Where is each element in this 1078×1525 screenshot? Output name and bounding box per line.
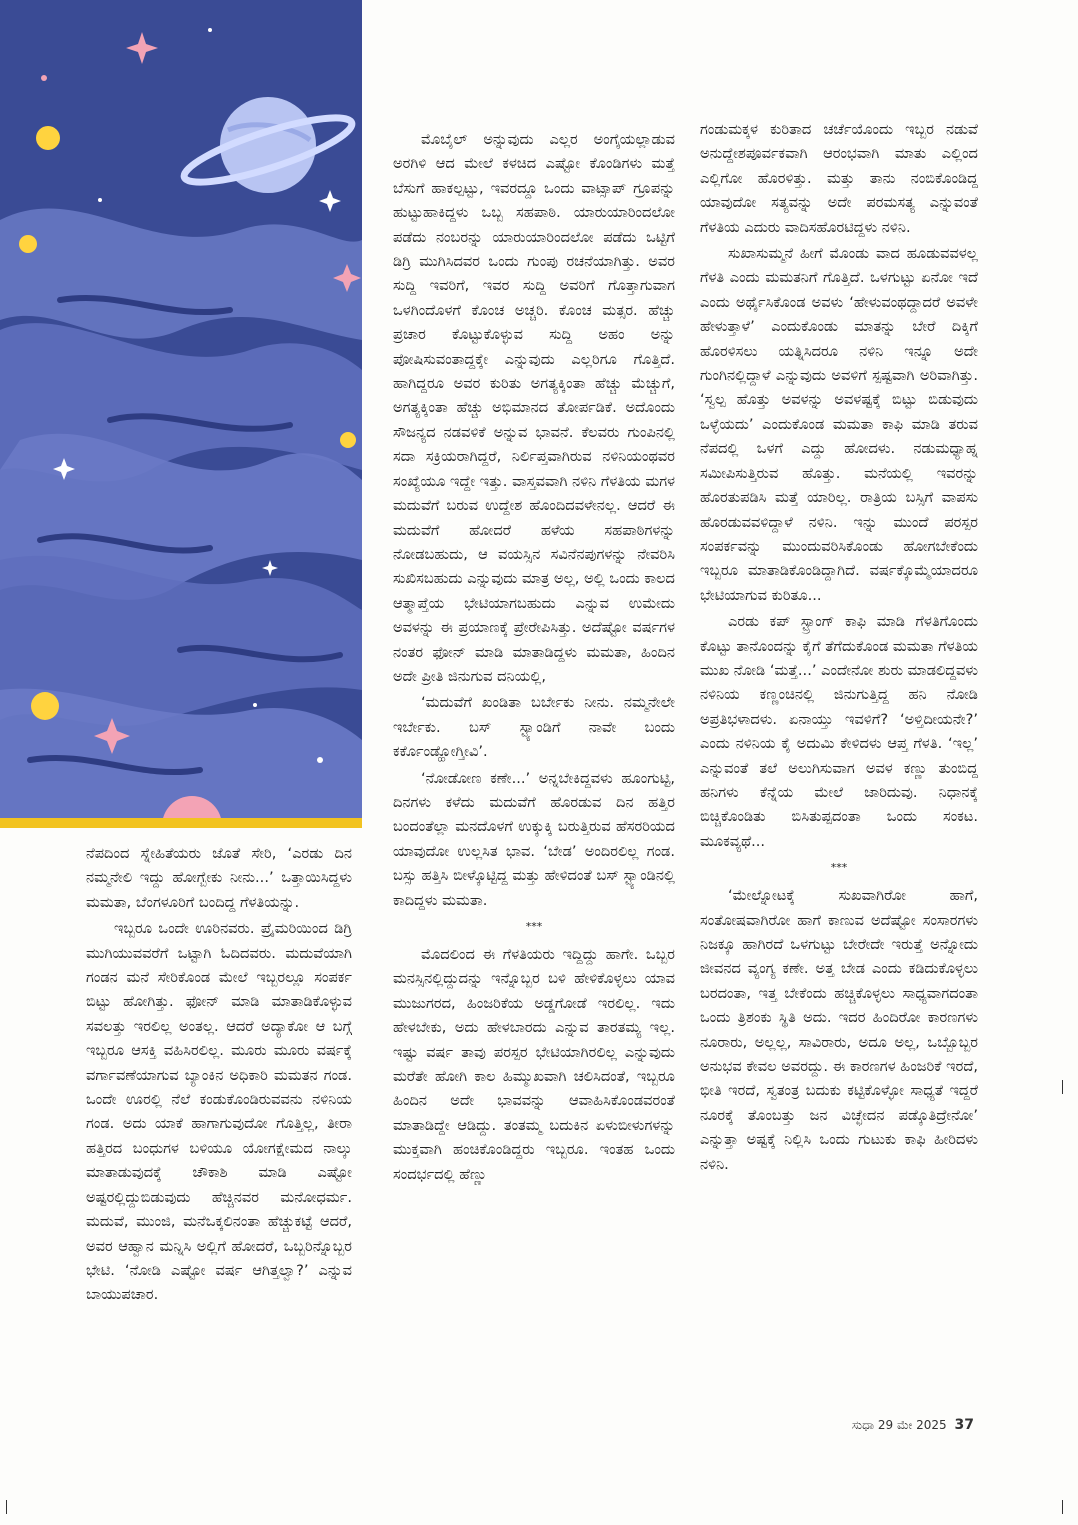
paragraph: ನೆಪದಿಂದ ಸ್ನೇಹಿತೆಯರು ಜೊತೆ ಸೇರಿ, ‘ಎರಡು ದಿನ ನಮ್ಮನೇಲಿ ಇದ್ದು ಹೋಗ್ಬೇಕು ನೀನು...’ ಒತ್ತಾಯಿಸಿದ್ದಳು ಮಮತಾ, ಬೆಂಗಳೂರಿಗೆ ಬಂದಿದ್ದ ಗೆಳತಿಯನ್ನು. [86, 845, 352, 911]
paragraph: ‘ನೋಡೋಣ ಕಣೇ...’ ಅನ್ನಬೇಕಿದ್ದವಳು ಹೂಂಗುಟ್ಟಿ, ದಿನಗಳು ಕಳೆದು ಮದುವೆಗೆ ಹೊರಡುವ ದಿನ ಹತ್ತಿರ ಬಂದಂತೆಲ್ಲಾ ಮನದೊಳಗೆ ಉಕ್ಕುಕ್ಕಿ ಬರುತ್ತಿರುವ ಹೆಸರರಿಯದ ಯಾವುದೋ ಉಲ್ಲಸಿತ ಭಾವ. ‘ಬೇಡ’ ಅಂದಿರಲಿಲ್ಲ ಗಂಡ. ಬಸ್ಸು ಹತ್ತಿಸಿ ಬೀಳ್ಕೊಟ್ಟಿದ್ದ ಮತ್ತು ಹೇಳಿದಂತೆ ಬಸ್ ಸ್ಟ್ಯಾಂಡಿನಲ್ಲಿ ಕಾದಿದ್ದಳು ಮಮತಾ. [393, 769, 675, 909]
yellow-accent-bar [0, 818, 362, 828]
article-column-3 [700, 118, 978, 1179]
space-illustration-svg [0, 0, 362, 818]
paragraph: ಗಂಡುಮಕ್ಕಳ ಕುರಿತಾದ ಚರ್ಚೆಯೊಂದು ಇಬ್ಬರ ನಡುವೆ ಅನುದ್ದೇಶಪೂರ್ವಕವಾಗಿ ಆರಂಭವಾಗಿ ಮಾತು ಎಲ್ಲಿಂದ ಎಲ್ಲಿಗೋ ಹೊರಳಿತ್ತು. ಮತ್ತು ತಾನು ನಂಬಿಕೊಂಡಿದ್ದ ಯಾವುದೋ ಸತ್ಯವನ್ನು ಅದೇ ಪರಮಸತ್ಯ ಎನ್ನುವಂತೆ ಗೆಳತಿಯ ಎದುರು ವಾದಿಸಹೊರಟಿದ್ದಳು ನಳಿನಿ. [700, 121, 978, 236]
crop-mark [1062, 1080, 1063, 1094]
paragraph: ಸುಖಾಸುಮ್ಮನೆ ಹೀಗೆ ಮೊಂಡು ವಾದ ಹೂಡುವವಳಲ್ಲ ಗೆಳತಿ ಎಂದು ಮಮತನಿಗೆ ಗೊತ್ತಿದೆ. ಒಳಗುಟ್ಟು ಏನೋ ಇದೆ ಎಂದು ಅರ್ಥೈಸಿಕೊಂಡ ಅವಳು ‘ಹೇಳುವಂಥದ್ದಾದರೆ ಅವಳೇ ಹೇಳುತ್ತಾಳೆ’ ಎಂದುಕೊಂಡು ಮಾತನ್ನು ಬೇರೆ ದಿಕ್ಕಿಗೆ ಹೊರಳಿಸಲು ಯತ್ನಿಸಿದರೂ ನಳಿನಿ ಇನ್ನೂ ಅದೇ ಗುಂಗಿನಲ್ಲಿದ್ದಾಳೆ ಎನ್ನುವುದು ಅವಳಿಗೆ ಸ್ಪಷ್ಟವಾಗಿ ಅರಿವಾಗಿತ್ತು. ‘ಸ್ವಲ್ಪ ಹೊತ್ತು ಅವಳನ್ನು ಅವಳಷ್ಟಕ್ಕೆ ಬಿಟ್ಟು ಬಿಡುವುದು ಒಳ್ಳೆಯದು’ ಎಂದುಕೊಂಡ ಮಮತಾ ಕಾಫಿ ಮಾಡಿ ತರುವ ನೆಪದಲ್ಲಿ ಒಳಗೆ ಎದ್ದು ಹೋದಳು. ನಡುಮಧ್ಯಾಹ್ನ ಸಮೀಪಿಸುತ್ತಿರುವ ಹೊತ್ತು. ಮನೆಯಲ್ಲಿ ಇವರನ್ನು ಹೊರತುಪಡಿಸಿ ಮತ್ತೆ ಯಾರಿಲ್ಲ. ರಾತ್ರಿಯ ಬಸ್ಸಿಗೆ ವಾಪಸು ಹೊರಡುವವಳಿದ್ದಾಳೆ ನಳಿನಿ. ಇನ್ನು ಮುಂದೆ ಪರಸ್ಪರ ಸಂಪರ್ಕವನ್ನು ಮುಂದುವರಿಸಿಕೊಂಡು ಹೋಗಬೇಕೆಂದು ಇಬ್ಬರೂ ಮಾತಾಡಿಕೊಂಡಿದ್ದಾಗಿದೆ. ವರ್ಷಕ್ಕೊಮ್ಮೆಯಾದರೂ ಭೇಟಿಯಾಗುವ ಕುರಿತೂ... [700, 245, 978, 604]
crop-mark [1062, 1500, 1063, 1514]
article-column-1 [86, 842, 352, 1310]
article-column-2 [393, 128, 675, 1189]
page-footer [852, 1417, 974, 1433]
paragraph: ಎರಡು ಕಪ್ ಸ್ಟ್ರಾಂಗ್ ಕಾಫಿ ಮಾಡಿ ಗೆಳತಿಗೊಂದು ಕೊಟ್ಟು ತಾನೊಂದನ್ನು ಕೈಗೆ ತೆಗೆದುಕೊಂಡ ಮಮತಾ ಗೆಳತಿಯ ಮುಖ ನೋಡಿ ‘ಮತ್ತೆ...’ ಎಂದೇನೋ ಶುರು ಮಾಡಲಿದ್ದವಳು ನಳಿನಿಯ ಕಣ್ಣಂಚಿನಲ್ಲಿ ಜಿನುಗುತ್ತಿದ್ದ ಹನಿ ನೋಡಿ ಅಪ್ರತಿಭಳಾದಳು. ಏನಾಯ್ತು ಇವಳಿಗೆ? ‘ಅಳ್ತಿದೀಯನೇ?’ ಎಂದು ನಳಿನಿಯ ಕೈ ಅದುಮಿ ಕೇಳಿದಳು ಆಪ್ತ ಗೆಳತಿ. ‘ಇಲ್ಲ’ ಎನ್ನುವಂತೆ ತಲೆ ಅಲುಗಿಸುವಾಗ ಅವಳ ಕಣ್ಣು ತುಂಬಿದ್ದ ಹನಿಗಳು ಕೆನ್ನೆಯ ಮೇಲೆ ಜಾರಿದುವು. ನಿಧಾನಕ್ಕೆ ಬಿಚ್ಚಿಕೊಂಡಿತು ಬಿಸಿತುಪ್ಪದಂತಾ ಒಂದು ಸಂಕಟ. ಮೂಕವ್ಯಥೆ... [700, 613, 978, 850]
page-number: 37 [954, 1417, 974, 1433]
magazine-issue: ಸುಧಾ 29 ಮೇ 2025 [851, 1418, 947, 1432]
section-separator: *** [525, 920, 543, 933]
paragraph: ‘ಮದುವೆಗೆ ಖಂಡಿತಾ ಬರ್ಬೇಕು ನೀನು. ನಮ್ಮನೇಲೇ ಇರ್ಬೇಕು. ಬಸ್ ಸ್ಟ್ಯಾಂಡಿಗೆ ನಾವೇ ಬಂದು ಕರ್ಕೊಂಡ್ಹೋಗ್ತೀವಿ’. [393, 694, 675, 761]
paragraph: ಮೊದಲಿಂದ ಈ ಗೆಳತಿಯರು ಇದ್ದಿದ್ದು ಹಾಗೇ. ಒಬ್ಬರ ಮನಸ್ಸಿನಲ್ಲಿದ್ದುದನ್ನು ಇನ್ನೊಬ್ಬರ ಬಳಿ ಹೇಳಿಕೊಳ್ಳಲು ಯಾವ ಮುಜುಗರದ, ಹಿಂಜರಿಕೆಯ ಅಡ್ಡಗೋಡೆ ಇರಲಿಲ್ಲ. ಇದು ಹೇಳಬೇಕು, ಅದು ಹೇಳಬಾರದು ಎನ್ನುವ ತಾರತಮ್ಯ ಇಲ್ಲ. ಇಷ್ಟು ವರ್ಷ ತಾವು ಪರಸ್ಪರ ಭೇಟಿಯಾಗಿರಲಿಲ್ಲ ಎನ್ನುವುದು ಮರೆತೇ ಹೋಗಿ ಕಾಲ ಹಿಮ್ಮುಖವಾಗಿ ಚಲಿಸಿದಂತೆ, ಇಬ್ಬರೂ ಹಿಂದಿನ ಅದೇ ಭಾವವನ್ನು ಆವಾಹಿಸಿಕೊಂಡವರಂತೆ ಮಾತಾಡಿದ್ದೇ ಆಡಿದ್ದು. ತಂತಮ್ಮ ಬದುಕಿನ ಏಳುಬೀಳುಗಳನ್ನು ಮುಕ್ತವಾಗಿ ಹಂಚಿಕೊಂಡಿದ್ದರು ಇಬ್ಬರೂ. ಇಂತಹ ಒಂದು ಸಂದರ್ಭದಲ್ಲಿ ಹೆಣ್ಣು [393, 946, 675, 1183]
paragraph: ಮೊಬೈಲ್ ಅನ್ನುವುದು ಎಲ್ಲರ ಅಂಗೈಯಲ್ಲಾಡುವ ಅರಗಿಳಿ ಆದ ಮೇಲೆ ಕಳಚಿದ ಎಷ್ಟೋ ಕೊಂಡಿಗಳು ಮತ್ತೆ ಬೆಸುಗೆ ಹಾಕಲ್ಪಟ್ಟು, ಇವರದ್ದೂ ಒಂದು ವಾಟ್ಸಾಪ್ ಗ್ರೂಪನ್ನು ಹುಟ್ಟುಹಾಕಿದ್ದಳು ಒಬ್ಬ ಸಹಪಾಠಿ. ಯಾರುಯಾರಿಂದಲೋ ಪಡೆದು ನಂಬರನ್ನು ಯಾರುಯಾರಿಂದಲೋ ಪಡೆದು ಒಟ್ಟಿಗೆ ಡಿಗ್ರಿ ಮುಗಿಸಿದವರ ಒಂದು ಗುಂಪು ರಚನೆಯಾಗಿತ್ತು. ಅವರ ಸುದ್ದಿ ಇವರಿಗೆ, ಇವರ ಸುದ್ದಿ ಅವರಿಗೆ ಗೊತ್ತಾಗುವಾಗ ಒಳಗಿಂದೊಳಗೆ ಕೊಂಚ ಅಚ್ಚರಿ. ಕೊಂಚ ಮತ್ಸರ. ಹೆಚ್ಚು ಪ್ರಚಾರ ಕೊಟ್ಟುಕೊಳ್ಳುವ ಸುದ್ದಿ ಅಹಂ ಅನ್ನು ಪೋಷಿಸುವಂತಾದ್ದಕ್ಕೇ ಎನ್ನುವುದು ಎಲ್ಲರಿಗೂ ಗೊತ್ತಿದೆ. ಹಾಗಿದ್ದರೂ ಅವರ ಕುರಿತು ಅಗತ್ಯಕ್ಕಿಂತಾ ಹೆಚ್ಚು ಮೆಚ್ಚುಗೆ, ಅಗತ್ಯಕ್ಕಿಂತಾ ಹೆಚ್ಚು ಅಭಿಮಾನದ ತೋರ್ಪಡಿಕೆ. ಅದೊಂದು ಸೌಜನ್ಯದ ನಡವಳಿಕೆ ಅನ್ನುವ ಭಾವನೆ. ಕೆಲವರು ಗುಂಪಿನಲ್ಲಿ ಸದಾ ಸಕ್ರಿಯರಾಗಿದ್ದರೆ, ನಿರ್ಲಿಪ್ತವಾಗಿರುವ ನಳಿನಿಯಂಥವರ ಸಂಖ್ಯೆಯೂ ಇದ್ದೇ ಇತ್ತು. ವಾಸ್ತವವಾಗಿ ನಳಿನಿ ಗೆಳತಿಯ ಮಗಳ ಮದುವೆಗೆ ಬರುವ ಉದ್ದೇಶ ಹೊಂದಿದವಳೇನಲ್ಲ. ಆದರೆ ಈ ಮದುವೆಗೆ ಹೋದರೆ ಹಳೆಯ ಸಹಪಾಠಿಗಳನ್ನು ನೋಡಬಹುದು, ಆ ವಯಸ್ಸಿನ ಸವಿನೆನಪುಗಳನ್ನು ನೇವರಿಸಿ ಸುಖಿಸಬಹುದು ಎನ್ನುವುದು ಮಾತ್ರ ಅಲ್ಲ, ಅಲ್ಲಿ ಒಂದು ಕಾಲದ ಆತ್ಮಾಪ್ತೆಯ ಭೇಟಿಯಾಗಬಹುದು ಎನ್ನುವ ಉಮೇದು ಅವಳನ್ನು ಈ ಪ್ರಯಾಣಕ್ಕೆ ಪ್ರೇರೇಪಿಸಿತ್ತು. ಅದೆಷ್ಟೋ ವರ್ಷಗಳ ನಂತರ ಫೋನ್ ಮಾಡಿ ಮಾತಾಡಿದ್ದಳು ಮಮತಾ, ಹಿಂದಿನ ಅದೇ ಪ್ರೀತಿ ಜಿನುಗುವ ದನಿಯಲ್ಲಿ, [393, 131, 676, 685]
section-separator: *** [830, 861, 848, 875]
crop-mark [6, 1500, 7, 1514]
paragraph: ಇಬ್ಬರೂ ಒಂದೇ ಊರಿನವರು. ಪ್ರೈಮರಿಯಿಂದ ಡಿಗ್ರಿ ಮುಗಿಯುವವರೆಗೆ ಒಟ್ಟಾಗಿ ಓದಿದವರು. ಮದುವೆಯಾಗಿ ಗಂಡನ ಮನೆ ಸೇರಿಕೊಂಡ ಮೇಲೆ ಇಬ್ಬರಲ್ಲೂ ಸಂಪರ್ಕ ಬಿಟ್ಟು ಹೋಗಿತ್ತು. ಫೋನ್ ಮಾಡಿ ಮಾತಾಡಿಕೊಳ್ಳುವ ಸವಲತ್ತು ಇರಲಿಲ್ಲ ಅಂತಲ್ಲ. ಆದರೆ ಅದ್ಯಾಕೋ ಆ ಬಗ್ಗೆ ಇಬ್ಬರೂ ಆಸಕ್ತಿ ವಹಿಸಿರಲಿಲ್ಲ. ಮೂರು ಮೂರು ವರ್ಷಕ್ಕೆ ವರ್ಗಾವಣೆಯಾಗುವ ಬ್ಯಾಂಕಿನ ಅಧಿಕಾರಿ ಮಮತನ ಗಂಡ. ಒಂದೇ ಊರಲ್ಲಿ ನೆಲೆ ಕಂಡುಕೊಂಡಿರುವವನು ನಳಿನಿಯ ಗಂಡ. ಅದು ಯಾಕೆ ಹಾಗಾಗುವುದೋ ಗೊತ್ತಿಲ್ಲ, ತೀರಾ ಹತ್ತಿರದ ಬಂಧುಗಳ ಬಳಿಯೂ ಯೋಗಕ್ಷೇಮದ ನಾಲ್ಕು ಮಾತಾಡುವುದಕ್ಕೆ ಚೌಕಾಶಿ ಮಾಡಿ ಎಷ್ಟೋ ಅಷ್ಟರಲ್ಲಿದ್ದುಬಿಡುವುದು ಹೆಚ್ಚಿನವರ ಮನೋಧರ್ಮ. ಮದುವೆ, ಮುಂಜಿ, ಮನೆಒಕ್ಕಲಿನಂತಾ ಹೆಚ್ಚುಕಟ್ಟೆ ಆದರೆ, ಅವರ ಆಹ್ವಾನ ಮನ್ನಿಸಿ ಅಲ್ಲಿಗೆ ಹೋದರೆ, ಒಬ್ಬರಿನ್ನೊಬ್ಬರ ಭೇಟಿ. ‘ನೋಡಿ ಎಷ್ಟೋ ವರ್ಷ ಆಗಿತ್ತಲ್ವಾ?’ ಎನ್ನುವ ಬಾಯುಪಚಾರ. [86, 920, 352, 1304]
paragraph: ‘ಮೇಲ್ನೋಟಕ್ಕೆ ಸುಖವಾಗಿರೋ ಹಾಗೆ, ಸಂತೋಷವಾಗಿರೋ ಹಾಗೆ ಕಾಣುವ ಅದೆಷ್ಟೋ ಸಂಸಾರಗಳು ನಿಜಕ್ಕೂ ಹಾಗಿರದೆ ಒಳಗುಟ್ಟು ಬೇರೇದೇ ಇರುತ್ತೆ ಅನ್ನೋದು ಜೀವನದ ವ್ಯಂಗ್ಯ ಕಣೇ. ಅತ್ತ ಬೇಡ ಎಂದು ಕಡಿದುಕೊಳ್ಳಲು ಬರದಂತಾ, ಇತ್ತ ಬೇಕೆಂದು ಹಚ್ಚಿಕೊಳ್ಳಲು ಸಾಧ್ಯವಾಗದಂತಾ ಒಂದು ತ್ರಿಶಂಕು ಸ್ಥಿತಿ ಅದು. ಇದರ ಹಿಂದಿರೋ ಕಾರಣಗಳು ನೂರಾರು, ಅಲ್ಲಲ್ಲ, ಸಾವಿರಾರು, ಅದೂ ಅಲ್ಲ, ಒಬ್ಬೊಬ್ಬರ ಅನುಭವ ಕೇವಲ ಅವರದ್ದು. ಈ ಕಾರಣಗಳ ಹಿಂಜರಿಕೆ ಇರದೆ, ಭೀತಿ ಇರದೆ, ಸ್ವತಂತ್ರ ಬದುಕು ಕಟ್ಟಿಕೊಳ್ಳೋ ಸಾಧ್ಯತೆ ಇದ್ದರೆ ನೂರಕ್ಕೆ ತೊಂಬತ್ತು ಜನ ವಿಚ್ಛೇದನ ಪಡ್ಕೊತಿದ್ರೇನೋ’ ಎನ್ನುತ್ತಾ ಅಷ್ಟಕ್ಕೆ ನಿಲ್ಲಿಸಿ ಒಂದು ಗುಟುಕು ಕಾಫಿ ಹೀರಿದಳು ನಳಿನಿ. [700, 887, 978, 1173]
space-illustration [0, 0, 362, 818]
